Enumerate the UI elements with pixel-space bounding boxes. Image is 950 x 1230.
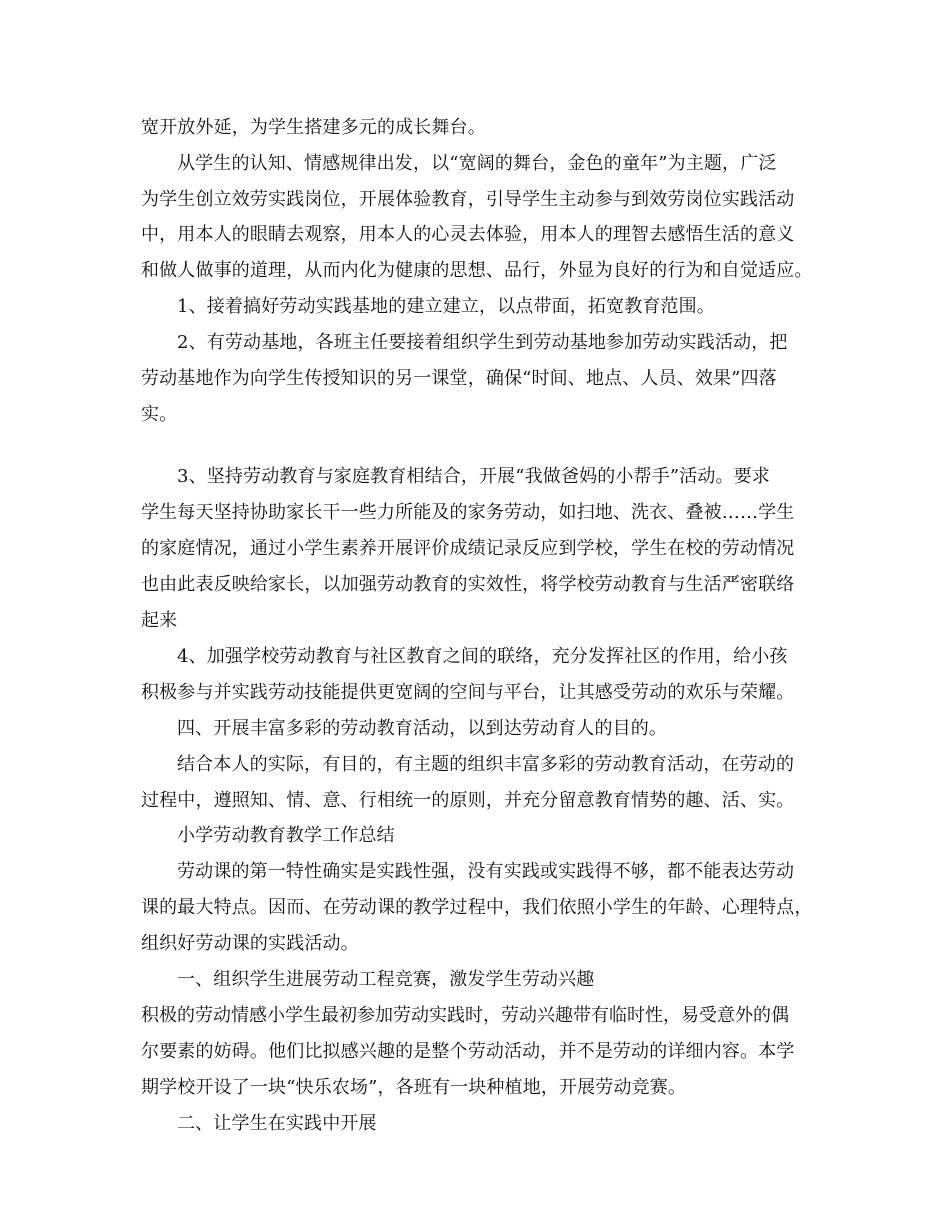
- paragraph-start: 从学生的认知、情感规律出发，以“宽阔的舞台，金色的童年”为主题，广泛: [177, 153, 777, 174]
- numbered-item-1: 1、接着搞好劳动实践基地的建立建立，以点带面，拓宽教育范围。: [177, 296, 715, 317]
- text-line: 劳动基地作为向学生传授知识的另一课堂，确保“时间、地点、人员、效果”四落: [141, 368, 777, 389]
- text-line: 为学生创立效劳实践岗位，开展体验教育，引导学生主动参与到效劳岗位实践活动: [141, 189, 795, 210]
- text-line: 中，用本人的眼睛去观察，用本人的心灵去体验，用本人的理智去感悟生活的意义: [141, 224, 795, 245]
- numbered-item-4: 4、加强学校劳动教育与社区教育之间的联络，充分发挥社区的作用，给小孩: [177, 646, 788, 667]
- text-line: 积极参与并实践劳动技能提供更宽阔的空间与平台，让其感受劳动的欢乐与荣耀。: [141, 682, 795, 703]
- section-heading-4: 四、开展丰富多彩的劳动教育活动，以到达劳动育人的目的。: [177, 718, 668, 739]
- text-line: 和做人做事的道理，从而内化为健康的思想、品行，外显为良好的行为和自觉适应。: [141, 260, 813, 281]
- text-line: 宽开放外延，为学生搭建多元的成长舞台。: [141, 117, 486, 138]
- text-line: 组织好劳动课的实践活动。: [141, 933, 359, 954]
- paragraph-start: 结合本人的实际，有目的，有主题的组织丰富多彩的劳动教育活动，在劳动的: [177, 754, 795, 775]
- text-line: 的家庭情况，通过小学生素养开展评价成绩记录反应到学校，学生在校的劳动情况: [141, 538, 795, 559]
- text-line: 学生每天坚持协助家长干一些力所能及的家务劳动，如扫地、洗衣、叠被……学生: [141, 502, 795, 523]
- text-line: 过程中，遵照知、情、意、行相统一的原则，并充分留意教育情势的趣、活、实。: [141, 790, 795, 811]
- text-line: 积极的劳动情感小学生最初参加劳动实践时，劳动兴趣带有临时性，易受意外的偶: [141, 1005, 789, 1026]
- text-line: 期学校开设了一块“快乐农场”，各班有一块种植地，开展劳动竞赛。: [141, 1077, 687, 1098]
- numbered-item-3: 3、坚持劳动教育与家庭教育相结合，开展“我做爸妈的小帮手”活动。要求: [177, 466, 770, 487]
- paragraph-start: 劳动课的第一特性确实是实践性强，没有实践或实践得不够，都不能表达劳动: [177, 861, 795, 882]
- numbered-item-2: 2、有劳动基地，各班主任要接着组织学生到劳动基地参加劳动实践活动，把: [177, 332, 788, 353]
- section-heading-1: 一、组织学生进展劳动工程竞赛，激发学生劳动兴趣: [177, 969, 595, 990]
- text-line: 尔要素的妨碍。他们比拟感兴趣的是整个劳动活动，并不是劳动的详细内容。本学: [141, 1041, 795, 1062]
- document-title: 小学劳动教育教学工作总结: [177, 825, 395, 846]
- text-line: 起来: [141, 610, 178, 631]
- text-line: 也由此表反映给家长，以加强劳动教育的实效性，将学校劳动教育与生活严密联络: [141, 574, 795, 595]
- text-line: 课的最大特点。因而、在劳动课的教学过程中，我们依照小学生的年龄、心理特点，: [141, 897, 813, 918]
- text-line: 实。: [141, 404, 178, 425]
- section-heading-2: 二、让学生在实践中开展: [177, 1113, 377, 1134]
